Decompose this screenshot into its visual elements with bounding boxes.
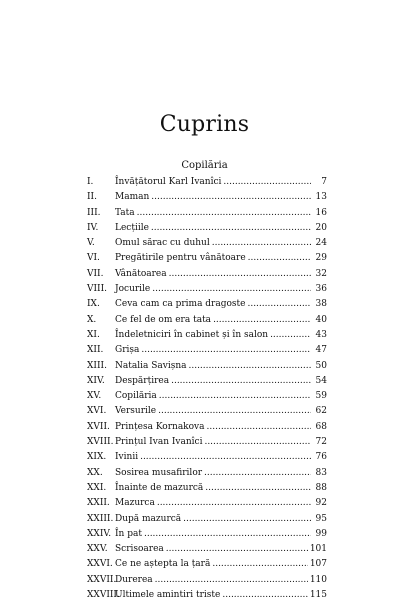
page-number: 24: [315, 238, 327, 249]
toc-entry: [87, 190, 327, 205]
chapter-number: IX.: [87, 299, 100, 310]
dot-leader: [169, 267, 311, 282]
chapter-title: Copilăria: [115, 391, 157, 402]
dot-leader: [155, 573, 308, 588]
page-number: 68: [315, 421, 327, 432]
chapter-number: XVI.: [87, 406, 107, 417]
chapter-number: XXVII.: [87, 574, 117, 585]
page-number: 54: [315, 375, 327, 386]
chapter-title: Îndeletniciri în cabinet și în salon: [115, 329, 269, 340]
chapter-title: Natalia Savișna: [115, 360, 187, 371]
chapter-title: Învățătorul Karl Ivanîci: [115, 177, 222, 187]
chapter-title: Prințesa Kornakova: [115, 421, 205, 432]
page-number: 76: [315, 452, 327, 463]
chapter-number: X.: [87, 314, 97, 325]
dot-leader: [151, 190, 311, 205]
page-number: 32: [315, 268, 327, 279]
dot-leader: [213, 313, 311, 328]
dot-leader: [212, 557, 307, 572]
section-title: Copilăria: [181, 160, 228, 171]
toc-entry: [87, 496, 327, 511]
page-number: 50: [315, 360, 327, 371]
dot-leader: [248, 251, 311, 266]
dot-leader: [247, 297, 311, 312]
chapter-title: Ce ne aștepta la țară: [115, 559, 211, 570]
toc-entry: [87, 282, 327, 297]
toc-entry: [87, 542, 327, 557]
page-number: 7: [321, 177, 327, 187]
chapter-number: XXV.: [87, 544, 108, 555]
chapter-number: XXI.: [87, 482, 107, 493]
chapter-number: V.: [87, 238, 95, 249]
toc-entry: [87, 557, 327, 572]
toc-entry: [87, 404, 327, 419]
toc-entry: [87, 374, 327, 389]
toc-entry: [87, 527, 327, 542]
chapter-title: Sosirea musafirilor: [115, 467, 203, 478]
dot-leader: [212, 236, 311, 251]
page-number: 13: [315, 192, 327, 203]
dot-leader: [171, 374, 311, 389]
toc-entry: [87, 466, 327, 481]
page-number: 88: [315, 482, 327, 493]
toc-entry: [87, 236, 327, 251]
dot-leader: [166, 542, 308, 557]
page-number: 83: [315, 467, 327, 478]
chapter-title: Prințul Ivan Ivanîci: [115, 437, 203, 448]
page-number: 29: [315, 253, 327, 264]
page-number: 20: [315, 222, 327, 233]
page-number: 47: [315, 345, 327, 356]
chapter-number: IV.: [87, 222, 99, 233]
page-number: 16: [315, 207, 327, 218]
chapter-title: Lecțiile: [115, 222, 149, 233]
toc-entry: [87, 573, 327, 588]
chapter-number: VI.: [87, 253, 100, 264]
dot-leader: [207, 420, 311, 435]
chapter-number: I.: [87, 177, 94, 187]
chapter-title: Maman: [115, 192, 150, 203]
page-number: 43: [315, 329, 327, 340]
chapter-title: Omul sărac cu duhul: [115, 238, 210, 249]
toc-entry: [87, 251, 327, 266]
toc-entry: [87, 435, 327, 450]
dot-leader: [152, 282, 311, 297]
dot-leader: [151, 221, 311, 236]
toc-entry: [87, 206, 327, 221]
chapter-number: XXII.: [87, 498, 110, 509]
dot-leader: [204, 435, 311, 450]
dot-leader: [140, 450, 311, 465]
toc-entry: [87, 420, 327, 435]
chapter-title: Durerea: [115, 574, 153, 585]
toc-entry: [87, 221, 327, 236]
dot-leader: [188, 359, 311, 374]
chapter-number: XXVI.: [87, 559, 113, 570]
chapter-title: După mazurcă: [115, 513, 182, 524]
page-number: 115: [309, 590, 327, 601]
toc-entry: [87, 359, 327, 374]
page-number: 36: [315, 284, 327, 295]
chapter-title: Vânătoarea: [115, 268, 167, 279]
chapter-title: Ce fel de om era tata: [115, 314, 212, 325]
chapter-title: Scrisoarea: [115, 544, 164, 555]
chapter-title: Grișa: [115, 345, 140, 356]
chapter-title: Versurile: [115, 406, 157, 417]
toc-entry: [87, 267, 327, 282]
dot-leader: [223, 175, 311, 190]
page-title: Cuprins: [159, 112, 250, 137]
chapter-number: XIX.: [87, 452, 107, 463]
toc-entry: [87, 512, 327, 527]
toc-entry: [87, 297, 327, 312]
chapter-title: În pat: [115, 528, 142, 539]
toc-entry: [87, 343, 327, 358]
page-number: 40: [315, 314, 327, 325]
chapter-number: XX.: [87, 467, 103, 478]
dot-leader: [183, 512, 311, 527]
page-number: 107: [309, 559, 327, 570]
page-number: 95: [315, 513, 327, 524]
chapter-number: III.: [87, 207, 101, 218]
dot-leader: [222, 588, 307, 603]
dot-leader: [144, 527, 311, 542]
chapter-number: XVII.: [87, 421, 110, 432]
chapter-number: XXIV.: [87, 528, 112, 539]
page-number: 110: [309, 574, 327, 585]
chapter-number: XI.: [87, 329, 100, 340]
chapter-title: Mazurca: [115, 498, 155, 509]
chapter-title: Jocurile: [115, 284, 151, 295]
page-number: 62: [315, 406, 327, 417]
dot-leader: [141, 343, 311, 358]
chapter-number: XV.: [87, 391, 102, 402]
toc-entry: [87, 175, 327, 190]
chapter-title: Despărțirea: [115, 375, 170, 386]
chapter-number: XIII.: [87, 360, 107, 371]
page-number: 92: [315, 498, 327, 509]
chapter-title: Pregătirile pentru vânătoare: [115, 253, 246, 264]
chapter-number: VII.: [87, 268, 104, 279]
toc-entry: [87, 328, 327, 343]
chapter-number: XIV.: [87, 375, 105, 386]
toc-entry: [87, 481, 327, 496]
dot-leader: [159, 389, 311, 404]
toc-entry: [87, 588, 327, 603]
chapter-title: Înainte de mazurcă: [115, 482, 204, 493]
chapter-title: Ivinii: [115, 452, 139, 463]
dot-leader: [137, 206, 311, 221]
chapter-number: XXVIII.: [87, 590, 120, 601]
page-number: 38: [315, 299, 327, 310]
dot-leader: [157, 496, 311, 511]
chapter-title: Ultimele amintiri triste: [115, 590, 221, 601]
chapter-number: XII.: [87, 345, 104, 356]
table-of-contents: [87, 175, 327, 603]
page-number: 59: [315, 391, 327, 402]
dot-leader: [205, 481, 311, 496]
chapter-title: Tata: [115, 207, 135, 218]
chapter-number: XXIII.: [87, 513, 114, 524]
chapter-title: Ceva cam ca prima dragoste: [115, 299, 246, 310]
chapter-number: II.: [87, 192, 97, 203]
dot-leader: [204, 466, 311, 481]
chapter-number: VIII.: [87, 284, 108, 295]
dot-leader: [270, 328, 311, 343]
page-number: 101: [309, 544, 327, 555]
page-number: 99: [315, 528, 327, 539]
chapter-number: XVIII.: [87, 437, 114, 448]
toc-entry: [87, 450, 327, 465]
toc-entry: [87, 313, 327, 328]
page-number: 72: [315, 437, 327, 448]
toc-entry: [87, 389, 327, 404]
dot-leader: [158, 404, 311, 419]
